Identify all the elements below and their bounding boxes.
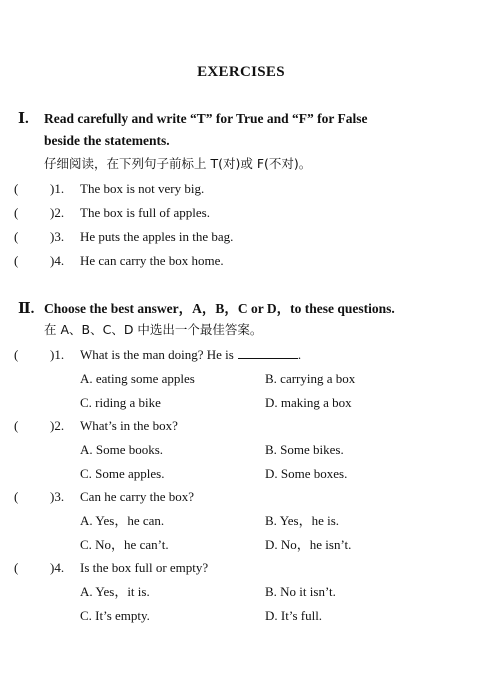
answer-paren[interactable]: ( [14,253,19,268]
answer-paren[interactable]: ( [14,347,19,362]
section1-instruction-line1: Read carefully and write “T” for True and “F” for False [44,111,368,126]
item-text: The box is not very big. [80,181,205,196]
section1-instruction [18,108,367,152]
question-row [0,487,482,507]
option-d[interactable]: D. No，he isn’t. [265,537,352,552]
question-text: What’s in the box? [80,418,178,433]
answer-paren[interactable]: ( [14,229,19,244]
item-text: He puts the apples in the bag. [80,229,234,244]
option-a[interactable]: A. Yes，it is. [80,584,150,599]
section1-item [0,179,482,199]
option-b[interactable]: B. Yes，he is. [265,513,340,528]
option-a[interactable]: A. eating some apples [80,371,195,386]
section1-roman-numeral: Ⅰ. [18,111,29,127]
answer-paren[interactable]: ( [14,489,19,504]
section1-item [0,251,482,271]
option-b[interactable]: B. Some bikes. [265,442,344,457]
section2-instruction-text: Choose the best answer，A，B，C or D，to these questions. [44,301,395,316]
answer-blank[interactable] [238,346,298,359]
question-number: )3. [50,489,65,504]
item-number: )3. [50,229,65,244]
item-number: )2. [50,205,65,220]
answer-paren[interactable]: ( [14,418,19,433]
section1-instruction-line2: beside the statements. [44,133,170,148]
section2-roman-numeral: Ⅱ. [18,301,35,317]
item-text: The box is full of apples. [80,205,210,220]
option-b[interactable]: B. No it isn’t. [265,584,336,599]
section2-instruction [18,298,395,320]
question-row [0,416,482,436]
question-text: Is the box full or empty? [80,560,209,575]
section1-item [0,227,482,247]
question-row [0,345,482,365]
item-number: )4. [50,253,65,268]
answer-paren[interactable]: ( [14,560,19,575]
option-b[interactable]: B. carrying a box [265,371,356,386]
question-number: )4. [50,560,65,575]
option-d[interactable]: D. making a box [265,395,352,410]
option-c[interactable]: C. No，he can’t. [80,537,169,552]
option-c[interactable]: C. riding a bike [80,395,161,410]
option-d[interactable]: D. It’s full. [265,608,323,623]
answer-paren[interactable]: ( [14,205,19,220]
item-text: He can carry the box home. [80,253,224,268]
option-d[interactable]: D. Some boxes. [265,466,348,481]
question-number: )2. [50,418,65,433]
answer-paren[interactable]: ( [14,181,19,196]
option-c[interactable]: C. It’s empty. [80,608,150,623]
question-row [0,558,482,578]
section2-instruction-zh: 在 A、B、C、D 中选出一个最佳答案。 [44,322,263,337]
question-text: Can he carry the box? [80,489,195,504]
question-number: )1. [50,347,65,362]
section1-instruction-zh: 仔细阅读，在下列句子前标上 T(对)或 F(不对)。 [44,156,312,171]
section1-item [0,203,482,223]
question-text: What is the man doing? He is . [80,347,302,362]
page-title: EXERCISES [197,64,285,80]
option-a[interactable]: A. Some books. [80,442,164,457]
item-number: )1. [50,181,65,196]
option-a[interactable]: A. Yes，he can. [80,513,165,528]
option-c[interactable]: C. Some apples. [80,466,165,481]
